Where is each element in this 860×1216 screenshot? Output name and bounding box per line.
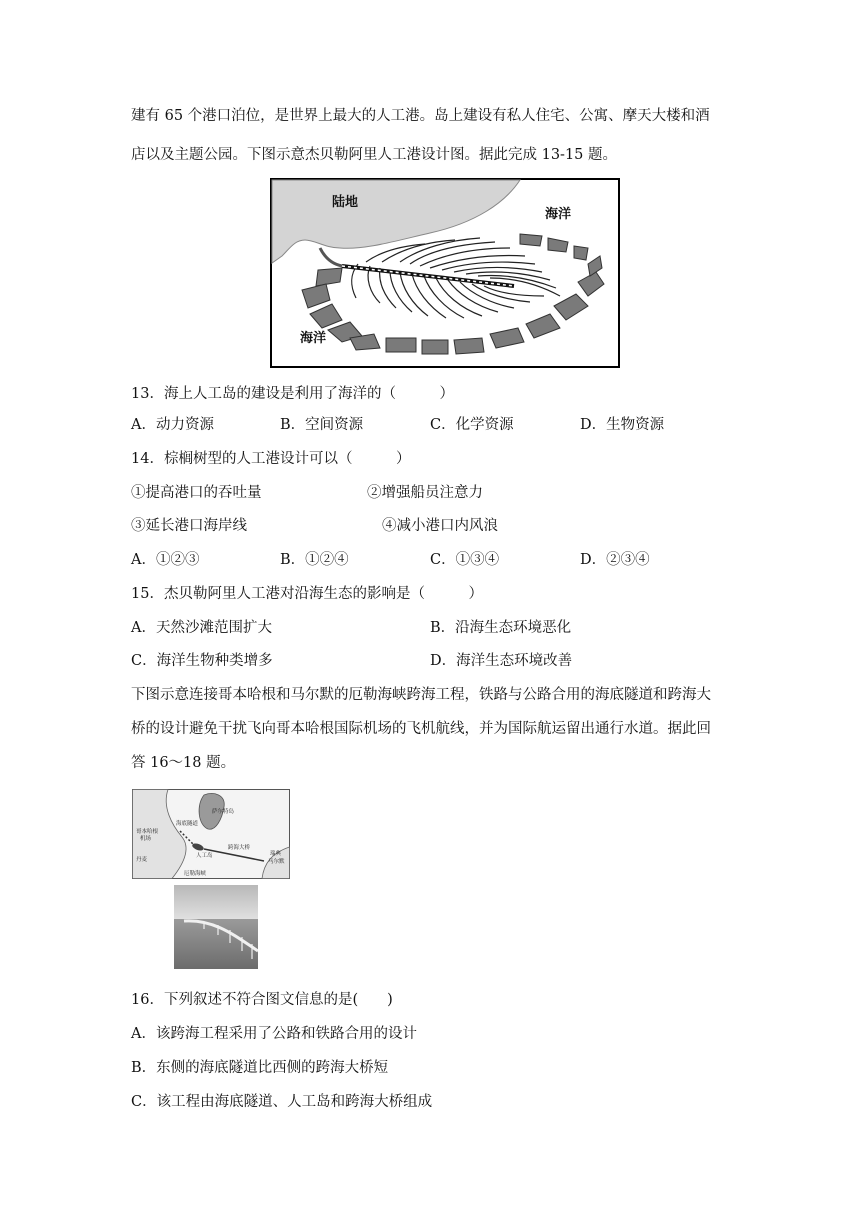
- intro2-line-2: 桥的设计避免干扰飞向哥本哈根国际机场的飞机航线，并为国际航运留出通行水道。据此回: [131, 721, 711, 737]
- q15-option-d: D．海洋生态环境改善: [430, 653, 573, 669]
- label-land: 陆地: [332, 194, 359, 209]
- q13-stem: 13．海上人工岛的建设是利用了海洋的（ ）: [131, 386, 454, 402]
- label-denmark: 丹麦: [136, 857, 148, 863]
- label-sea-top: 海洋: [545, 206, 572, 221]
- oresund-map-figure: [132, 789, 290, 879]
- label-sea-bottom: 海洋: [300, 330, 327, 345]
- q13-option-d: D．生物资源: [580, 417, 665, 433]
- q15-option-c: C．海洋生物种类增多: [131, 653, 273, 669]
- label-sweden: 瑞典: [270, 851, 282, 857]
- q16-option-c: C．该工程由海底隧道、人工岛和跨海大桥组成: [131, 1094, 433, 1110]
- q14-option-c: C．①③④: [430, 552, 500, 568]
- label-strait: 厄勒海峡: [184, 871, 207, 877]
- bridge-photo-image: [174, 885, 258, 969]
- q16-option-b: B．东侧的海底隧道比西侧的跨海大桥短: [131, 1060, 389, 1076]
- port-design-figure: [270, 178, 620, 368]
- q14-option-a: A．①②③: [131, 552, 200, 568]
- q14-option-b: B．①②④: [280, 552, 349, 568]
- label-tunnel: 海底隧道: [176, 821, 199, 827]
- q14-statement-4: ④减小港口内风浪: [382, 518, 498, 534]
- port-design-map: [270, 178, 620, 368]
- q15-stem: 15．杰贝勒阿里人工港对沿海生态的影响是（ ）: [131, 586, 483, 602]
- q14-statement-3: ③延长港口海岸线: [131, 518, 247, 534]
- q16-option-a: A．该跨海工程采用了公路和铁路合用的设计: [131, 1026, 417, 1042]
- label-saltholm: 萨尔特岛: [212, 809, 235, 815]
- oresund-map: [132, 789, 290, 879]
- label-malmo: 马尔默: [268, 859, 285, 865]
- q13-option-c: C．化学资源: [430, 417, 514, 433]
- q14-statement-1: ①提高港口的吞吐量: [131, 485, 262, 501]
- intro2-line-1: 下图示意连接哥本哈根和马尔默的厄勒海峡跨海工程，铁路与公路合用的海底隧道和跨海大: [131, 687, 711, 703]
- label-island: 人工岛: [196, 853, 213, 859]
- label-copenhagen: 哥本哈根: [136, 829, 159, 835]
- q15-option-b: B．沿海生态环境恶化: [430, 620, 572, 636]
- q16-stem: 16．下列叙述不符合图文信息的是( ): [131, 992, 393, 1008]
- bridge-photo: [174, 885, 258, 969]
- intro-line-1: 建有 65 个港口泊位，是世界上最大的人工港。岛上建设有私人住宅、公寓、摩天大楼和酒: [131, 108, 710, 124]
- q14-stem: 14．棕榈树型的人工港设计可以（ ）: [131, 451, 411, 467]
- q13-option-a: A．动力资源: [131, 417, 214, 433]
- label-airport: 机场: [140, 836, 152, 842]
- q15-option-a: A．天然沙滩范围扩大: [131, 620, 272, 636]
- intro-line-2: 店以及主题公园。下图示意杰贝勒阿里人工港设计图。据此完成 13-15 题。: [131, 147, 618, 163]
- intro2-line-3: 答 16～18 题。: [131, 755, 236, 771]
- q14-option-d: D．②③④: [580, 552, 650, 568]
- q13-option-b: B．空间资源: [280, 417, 364, 433]
- q14-statement-2: ②增强船员注意力: [367, 485, 483, 501]
- label-bridge: 跨海大桥: [228, 845, 251, 851]
